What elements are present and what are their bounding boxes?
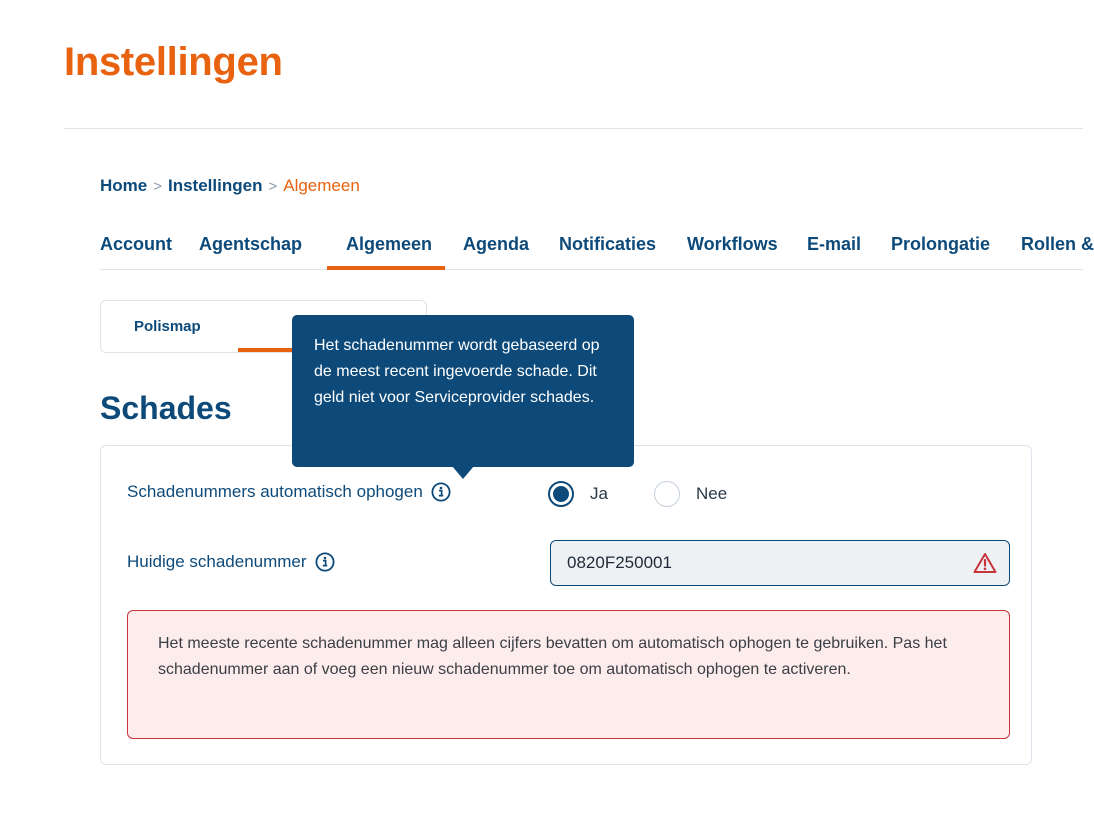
radio-nee-label: Nee [696,484,728,503]
breadcrumb-instellingen[interactable]: Instellingen [168,176,263,195]
settings-tabs [100,228,1094,270]
info-tooltip: Het schadenummer wordt gebaseerd op de meest recent ingevoerde schade. Dit geld niet voor Serviceprovider schades. [292,315,634,467]
tab-account[interactable]: Account [100,234,172,254]
breadcrumb-separator: > [153,177,162,195]
tab-prolongatie[interactable]: Prolongatie [891,234,991,254]
tab-rollen[interactable]: Rollen & [1021,234,1094,254]
radio-nee-circle[interactable] [654,481,680,507]
tab-algemeen[interactable]: Algemeen [346,234,433,254]
tab-workflows[interactable]: Workflows [687,234,778,254]
subtab-polismap[interactable]: Polismap [134,318,201,335]
radio-ja[interactable] [548,481,608,507]
info-icon[interactable] [431,482,451,502]
current-number-label: Huidige schadenummer [127,552,307,571]
current-number-row [127,552,335,572]
info-icon[interactable] [315,552,335,572]
breadcrumb [100,176,360,196]
breadcrumb-separator: > [268,177,278,195]
radio-nee[interactable] [654,481,727,507]
error-message: Het meeste recente schadenummer mag alleen cijfers bevatten om automatisch ophogen te gebruiken. Pas het schadenummer aan of voeg een nieuw schadenummer toe om automatisch ophogen te activeren. [127,610,1010,739]
breadcrumb-home[interactable]: Home [100,176,148,195]
breadcrumb-current: Algemeen [283,176,360,195]
auto-increment-row [127,482,451,502]
auto-increment-label: Schadenummers automatisch ophogen [127,482,423,501]
page-title: Instellingen [64,40,283,84]
radio-ja-circle[interactable] [548,481,574,507]
section-title: Schades [100,390,232,426]
title-divider [64,128,1083,129]
current-number-input[interactable] [551,541,1009,585]
active-tab-indicator [327,266,445,270]
tab-notificaties[interactable]: Notificaties [559,234,657,254]
tab-email[interactable]: E-mail [807,234,862,254]
current-number-field [550,540,1010,586]
radio-ja-label: Ja [590,484,608,503]
tab-agenda[interactable]: Agenda [463,234,530,254]
tooltip-arrow [452,466,474,479]
tab-agentschap[interactable]: Agentschap [199,234,303,254]
warning-triangle-icon [973,552,997,574]
